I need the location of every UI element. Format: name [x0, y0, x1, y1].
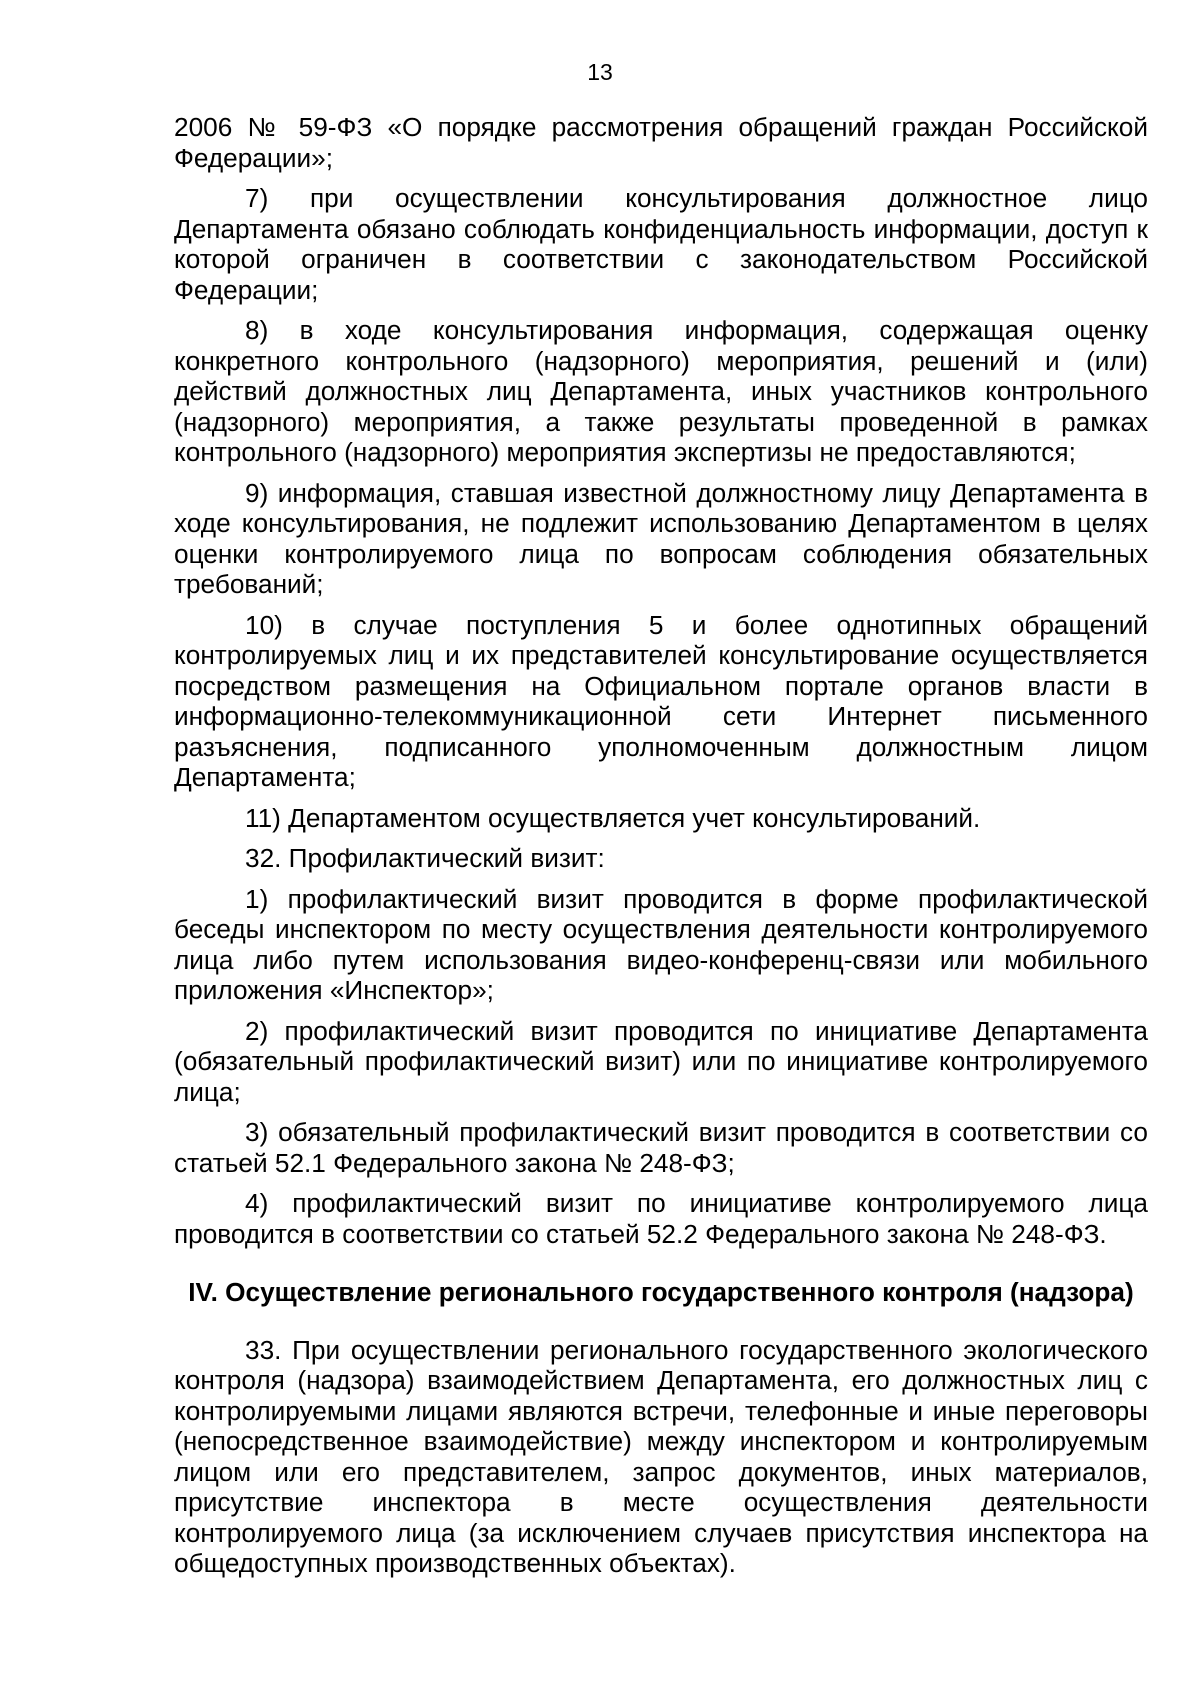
paragraph-32-item-2: 2) профилактический визит проводится по инициативе Департамента (обязательный профилактический визит) или по инициативе контролируемого лица;: [174, 1015, 1148, 1107]
section-heading: IV. Осуществление регионального государственного контроля (надзора): [188, 1277, 1134, 1307]
paragraph-continuation: 2006 № 59-ФЗ «О порядке рассмотрения обращений граждан Российской Федерации»;: [174, 112, 1148, 173]
paragraph-item-10: 10) в случае поступления 5 и более однотипных обращений контролируемых лиц и их представителей консультирование осуществляется посредством размещения на Официальном портале органов власти в информационно-телекоммуникационной сети Интернет письменного разъяснения, подписанного уполномоченным должностным лицом Департамента;: [174, 609, 1148, 792]
paragraph-32-item-4: 4) профилактический визит по инициативе контролируемого лица проводится в соответствии со статьей 52.2 Федерального закона № 248-ФЗ.: [174, 1188, 1148, 1249]
paragraph-item-9: 9) информация, ставшая известной должностному лицу Департамента в ходе консультирования, не подлежит использованию Департаментом в целях оценки контролируемого лица по вопросам соблюдения обязательных требований;: [174, 477, 1148, 599]
paragraph-32-item-1: 1) профилактический визит проводится в форме профилактической беседы инспектором по месту осуществления деятельности контролируемого лица либо путем использования видео-конференц-связи или мобильного приложения «Инспектор»;: [174, 883, 1148, 1005]
paragraph-item-11: 11) Департаментом осуществляется учет консультирований.: [245, 802, 981, 833]
document-body: [174, 112, 1148, 1589]
page-number: 13: [587, 59, 613, 85]
paragraph-32-item-3: 3) обязательный профилактический визит проводится в соответствии со статьей 52.1 Федерального закона № 248-ФЗ;: [174, 1117, 1148, 1178]
paragraph-32-title: 32. Профилактический визит:: [245, 843, 605, 873]
paragraph-33: 33. При осуществлении регионального государственного экологического контроля (надзора) взаимодействием Департамента, его должностных лиц с контролируемыми лицами являются встречи, телефонные и иные переговоры (непосредственное взаимодействие) между инспектором и контролируемым лицом или его представителем, запрос документов, иных материалов, присутствие инспектора в месте осуществления деятельности контролируемого лица (за исключением случаев присутствия инспектора на общедоступных производственных объектах).: [174, 1334, 1148, 1578]
paragraph-item-7: 7) при осуществлении консультирования должностное лицо Департамента обязано соблюдать конфиденциальность информации, доступ к которой ограничен в соответствии с законодательством Российской Федерации;: [174, 183, 1148, 305]
paragraph-item-8: 8) в ходе консультирования информация, содержащая оценку конкретного контрольного (надзорного) мероприятия, решений и (или) действий должностных лиц Департамента, иных участников контрольного (надзорного) мероприятия, а также результаты проведенной в рамках контрольного (надзорного) мероприятия экспертизы не предоставляются;: [174, 315, 1148, 467]
